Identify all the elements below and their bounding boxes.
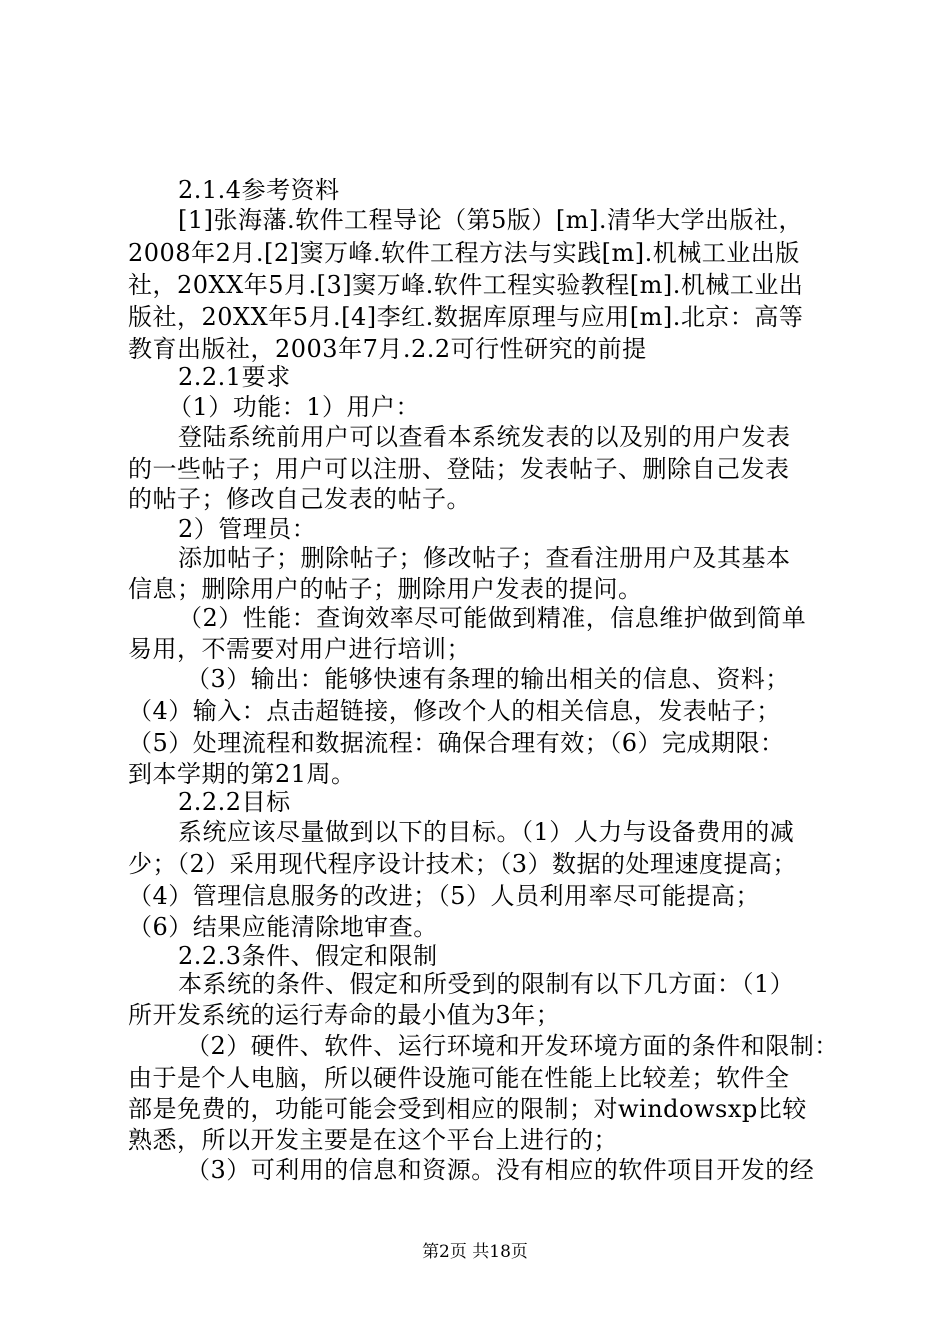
- reference-line: 2008年2月.[2]窦万峰.软件工程方法与实践[m].机械工业出版: [128, 239, 800, 267]
- body-text-line: 信息；删除用户的帖子；删除用户发表的提问。: [128, 575, 643, 603]
- body-text-line: 添加帖子；删除帖子；修改帖子；查看注册用户及其基本: [178, 544, 791, 572]
- reference-line: 教育出版社，2003年7月.2.2可行性研究的前提: [128, 335, 647, 363]
- body-text-line: 部是免费的，功能可能会受到相应的限制；对windowsxp比较: [128, 1095, 807, 1123]
- body-text-line: 所开发系统的运行寿命的最小值为3年；: [128, 1001, 561, 1029]
- body-text-line: （4）管理信息服务的改进；（5）人员利用率尽可能提高；: [128, 882, 761, 910]
- body-text-line: 到本学期的第21周。: [128, 760, 356, 788]
- section-heading: 2.2.3条件、假定和限制: [178, 942, 438, 970]
- section-heading: 2.2.1要求: [178, 363, 291, 391]
- body-text-line: 由于是个人电脑，所以硬件设施可能在性能上比较差；软件全: [128, 1064, 790, 1092]
- reference-line: 社，20XX年5月.[3]窦万峰.软件工程实验教程[m].机械工业出: [128, 271, 804, 299]
- body-text-line: （3）输出：能够快速有条理的输出相关的信息、资料；: [186, 665, 790, 693]
- body-text-line: 熟悉，所以开发主要是在这个平台上进行的；: [128, 1126, 618, 1154]
- body-text-line: 2）管理员：: [178, 515, 317, 543]
- body-text-line: （2）硬件、软件、运行环境和开发环境方面的条件和限制：: [186, 1032, 839, 1060]
- body-text-line: （2）性能：查询效率尽可能做到精准，信息维护做到简单: [178, 604, 807, 632]
- reference-line: 版社，20XX年5月.[4]李红.数据库原理与应用[m].北京：高等: [128, 303, 804, 331]
- section-heading: 2.1.4参考资料: [178, 176, 340, 204]
- body-text-line: （3）可利用的信息和资源。没有相应的软件项目开发的经: [186, 1156, 815, 1184]
- body-text-line: （5）处理流程和数据流程：确保合理有效；（6）完成期限：: [128, 729, 785, 757]
- body-text-line: 少；（2）采用现代程序设计技术；（3）数据的处理速度提高；: [128, 850, 798, 878]
- body-text-line: （1）功能：1）用户：: [168, 393, 421, 421]
- body-text-line: 本系统的条件、假定和所受到的限制有以下几方面：（1）: [178, 970, 795, 998]
- body-text-line: 登陆系统前用户可以查看本系统发表的以及别的用户发表: [178, 423, 791, 451]
- body-text-line: 的帖子；修改自己发表的帖子。: [128, 485, 471, 513]
- body-text-line: 易用，不需要对用户进行培训；: [128, 635, 471, 663]
- page-number-footer: 第2页 共18页: [422, 1242, 528, 1262]
- body-text-line: 的一些帖子；用户可以注册、登陆；发表帖子、删除自己发表: [128, 455, 790, 483]
- body-text-line: （6）结果应能清除地审查。: [128, 913, 438, 941]
- reference-line: [1]张海藩.软件工程导论（第5版）[m].清华大学出版社，: [178, 206, 804, 234]
- body-text-line: （4）输入：点击超链接，修改个人的相关信息，发表帖子；: [128, 697, 781, 725]
- section-heading: 2.2.2目标: [178, 788, 291, 816]
- body-text-line: 系统应该尽量做到以下的目标。（1）人力与设备费用的减: [178, 818, 795, 846]
